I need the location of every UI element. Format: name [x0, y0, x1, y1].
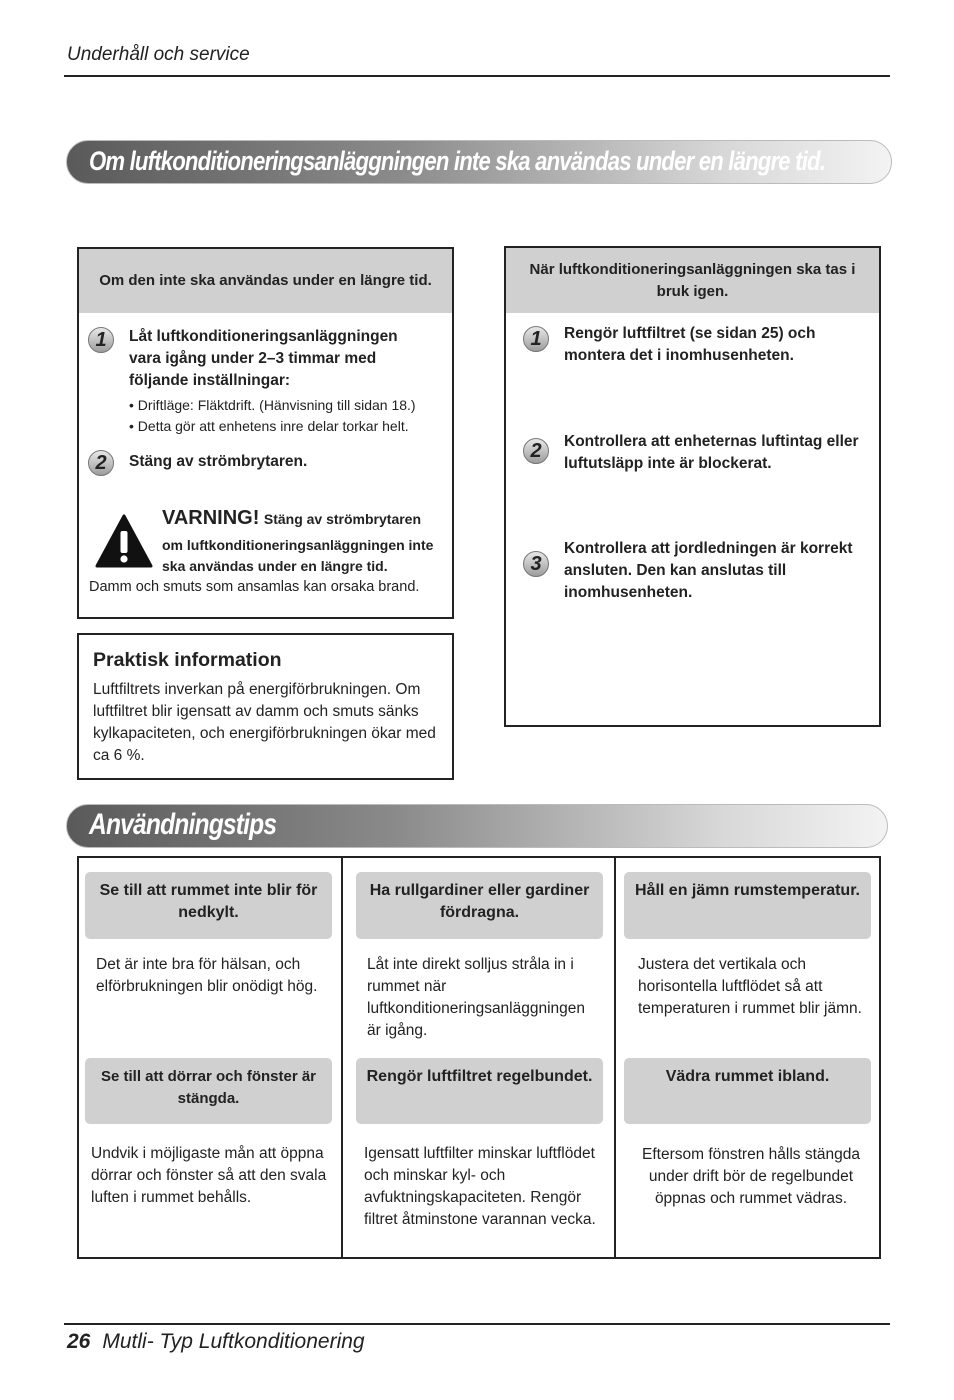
info-title: Praktisk information	[93, 649, 282, 671]
step-number: 2	[88, 450, 114, 476]
page-number: 26	[67, 1330, 91, 1353]
tip-text: Undvik i möjligaste mån att öppna dörrar och fönster så att den svala luften i rummet behålls.	[91, 1145, 327, 1206]
info-text: Luftfiltrets inverkan på energiförbrukningen. Om luftfiltret blir igensatt av damm och smuts sänks kylkapaciteten, och energiförbrukningen ökar med ca 6 %.	[93, 681, 436, 764]
box-title: Om den inte ska användas under en längre tid.	[79, 249, 452, 313]
warning-heading	[162, 507, 421, 530]
practical-info-box	[77, 633, 454, 780]
tip-text: Eftersom fönstren hålls stängda under drift bör de regelbundet öppnas och rummet vädras.	[642, 1146, 860, 1207]
warning-icon	[95, 514, 153, 568]
grid-divider	[341, 856, 343, 1259]
warning-note: Damm och smuts som ansamlas kan orsaka brand.	[89, 579, 420, 595]
section-header: Underhåll och service	[67, 44, 250, 65]
banner-title: Användningstips	[89, 808, 277, 841]
step-number: 1	[88, 327, 114, 353]
tip-text: Igensatt luftfilter minskar luftflödet och minskar kyl- och avfuktningskapaciteten. Rengör filtret åtminstone varannan vecka.	[364, 1145, 596, 1228]
warning-text: om luftkonditioneringsanläggningen inte	[162, 537, 434, 553]
tip-heading: Se till att rummet inte blir för nedkylt.	[85, 872, 332, 939]
footer-rule	[64, 1323, 890, 1325]
tip-heading: Håll en jämn rumstemperatur.	[624, 872, 871, 939]
manual-title: Mutli- Typ Luftkonditionering	[102, 1330, 365, 1353]
tip-heading: Rengör luftfiltret regelbundet.	[356, 1058, 603, 1124]
step-text: Kontrollera att enheternas luftintag eller luftutsläpp inte är blockerat.	[564, 433, 859, 472]
step-text: Stäng av strömbrytaren.	[129, 453, 308, 470]
restart-instructions-box	[504, 246, 881, 727]
header-rule	[64, 75, 890, 77]
step-text: Låt luftkonditioneringsanläggningen vara igång under 2–3 timmar med följande inställningar:	[129, 328, 398, 389]
tip-text: Justera det vertikala och horisontella luftflödet så att temperaturen i rummet blir jämn.	[638, 956, 862, 1017]
banner-title: Om luftkonditioneringsanläggningen inte ska användas under en längre tid.	[89, 146, 826, 176]
warning-text: Stäng av strömbrytaren	[263, 511, 422, 527]
step-text: Kontrollera att jordledningen är korrekt ansluten. Den kan anslutas till inomhusenheten.	[564, 540, 853, 601]
bullet-item: • Driftläge: Fläktdrift. (Hänvisning till sidan 18.)	[129, 397, 416, 413]
step-number: 2	[523, 438, 549, 464]
page-footer	[67, 1330, 365, 1354]
warning-text: ska användas under en längre tid.	[162, 558, 388, 574]
grid-divider	[614, 856, 616, 1259]
step-number: 1	[523, 326, 549, 352]
section-banner-long-term	[66, 140, 892, 184]
bullet-item: • Detta gör att enhetens inre delar torkar helt.	[129, 418, 409, 434]
step-number: 3	[523, 551, 549, 577]
section-banner-tips	[66, 804, 888, 848]
box-title: När luftkonditioneringsanläggningen ska tas i bruk igen.	[506, 248, 879, 313]
tip-heading: Vädra rummet ibland.	[624, 1058, 871, 1124]
tip-heading: Se till att dörrar och fönster är stängda.	[85, 1058, 332, 1124]
warning-label: VARNING!	[162, 507, 260, 529]
tip-text: Det är inte bra för hälsan, och elförbrukningen blir onödigt hög.	[96, 956, 318, 995]
tip-text: Låt inte direkt solljus stråla in i rummet när luftkonditioneringsanläggningen är igång.	[367, 956, 586, 1039]
tip-heading: Ha rullgardiner eller gardiner fördragna.	[356, 872, 603, 939]
step-text: Rengör luftfiltret (se sidan 25) och montera det i inomhusenheten.	[564, 325, 816, 364]
